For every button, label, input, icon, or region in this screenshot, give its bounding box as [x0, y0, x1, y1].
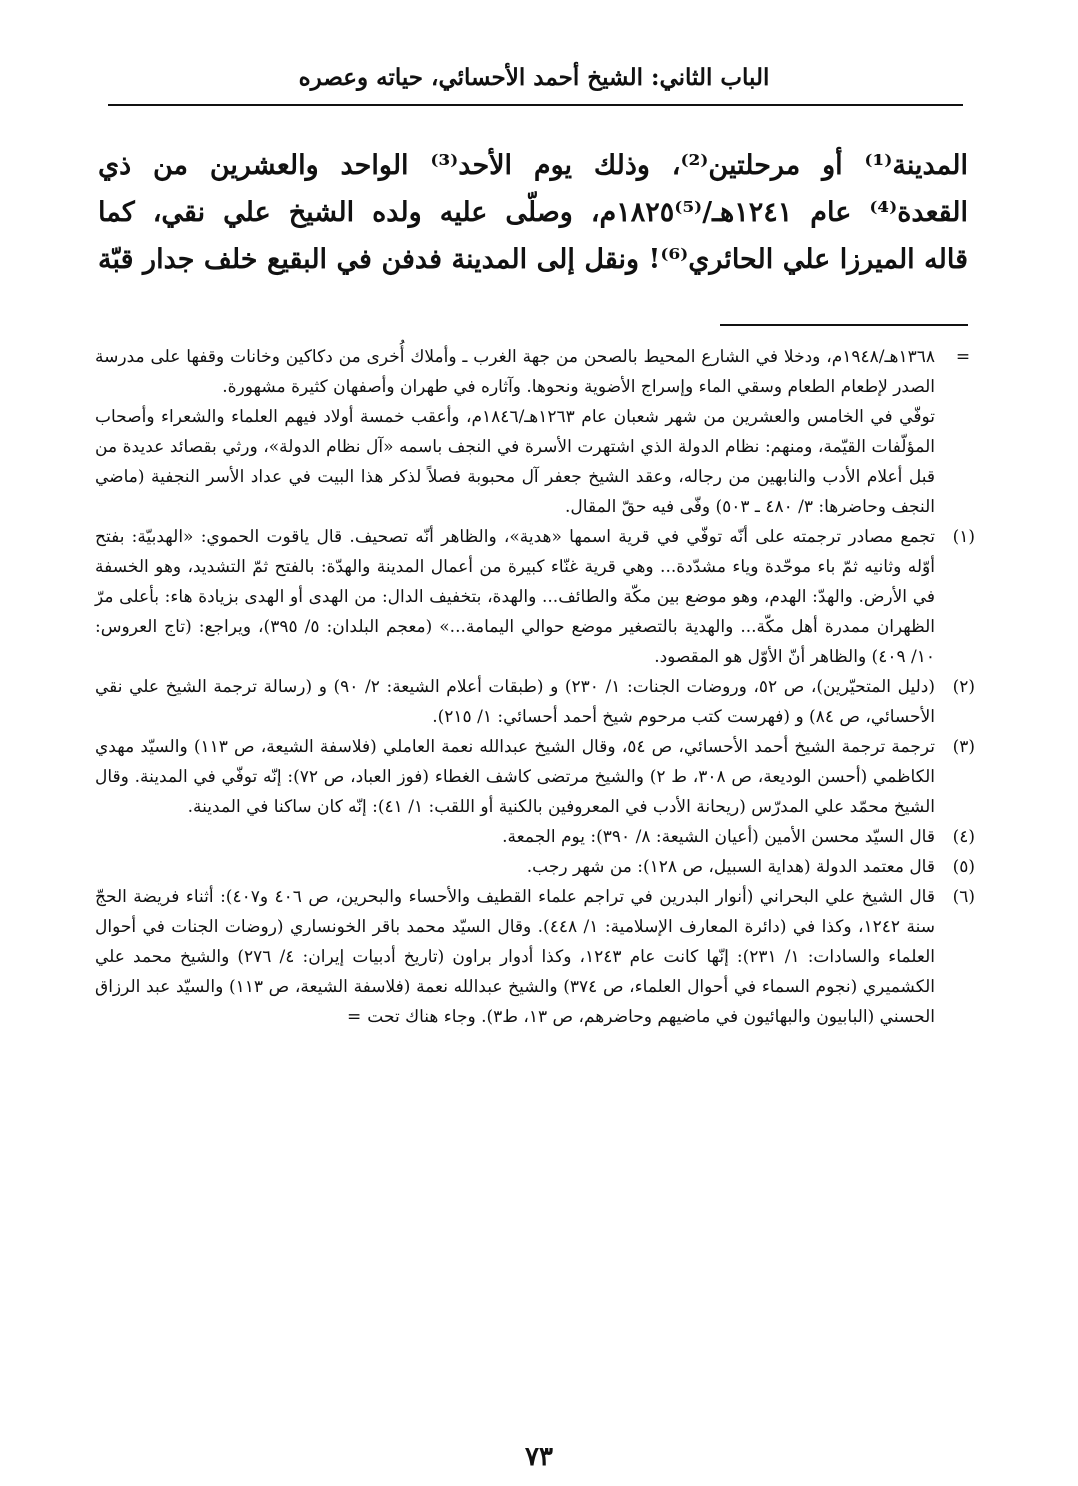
- footnote-text-body: قال الشيخ علي البحراني (أنوار البدرين في تراجم علماء القطيف والأحساء والبحرين، ص ٤٠٦ و٤٠٧): أثناء فريضة الحجّ سنة ١٢٤٢، وكذا في (دائرة المعارف الإسلامية: ١/ ٤٤٨). وقال السيّد محمد باقر الخونساري (روضات الجنات في أحوال العلماء والسادات: ١/ ٢٣١): إنّها كانت عام ١٢٤٣، وكذا أدوار براون (تاريخ أدبيات إيران: ٤/ ٢٧٦) والشيخ محمد علي الكشميري (نجوم السماء في أحوال العلماء، ص ٣٧٤) والشيخ عبدالله نعمة (فلاسفة الشيعة، ص ١١٣) والسيّد عبد الرزاق الحسني (البابيون والبهائيون في ماضيهم وحاضرهم، ص ١٣، ط٣). وجاء هناك تحت: [95, 887, 935, 1027]
- footnote-2: [95, 672, 975, 732]
- continuation-mark: =: [955, 347, 971, 367]
- footnote-continuation: [95, 342, 975, 522]
- footnote-number: (٤): [952, 827, 975, 847]
- footnote-number: (١): [952, 527, 975, 547]
- main-text: [98, 142, 968, 283]
- footnote-text: [95, 882, 935, 1032]
- footnote-continuation-paragraph: توفّي في الخامس والعشرين من شهر شعبان عام ١٢٦٣هـ/١٨٤٦م، وأعقب خمسة أولاد فيهم العلماء والشعراء وأصحاب المؤلّفات القيّمة، ومنهم: نظام الدولة الذي اشتهرت الأسرة في النجف باسمه «آل نظام الدولة»، ورثي بقصائد عديدة من قبل أعلام الأدب والنابهين من رجاله، وعقد الشيخ جعفر آل محبوبة فصلاً لذكر هذا البيت في عداد الأسر النجفية (ماضي النجف وحاضرها: ٣/ ٤٨٠ ـ ٥٠٣) وفّى فيه حقّ المقال.: [95, 407, 935, 517]
- footnote-separator: [720, 324, 968, 326]
- footnote-4: [95, 822, 975, 852]
- header-rule: [108, 104, 963, 106]
- page-number: ٧٣: [525, 1442, 553, 1472]
- footnote-number: (٦): [952, 887, 975, 907]
- footnote-1: [95, 522, 975, 672]
- main-text-line: المدينة⁽¹⁾ أو مرحلتين⁽²⁾، وذلك يوم الأحد⁽³⁾ الواحد والعشرين من ذي: [98, 150, 968, 181]
- continuation-mark: =: [347, 1007, 362, 1027]
- footnote-text: ترجمة ترجمة الشيخ أحمد الأحسائي، ص ٥٤، وقال الشيخ عبدالله نعمة العاملي (فلاسفة الشيعة، ص ١١٣) والسيّد مهدي الكاظمي (أحسن الوديعة، ص ٣٠٨، ط ٢) والشيخ مرتضى كاشف الغطاء (فوز العباد، ص ٧٢): إنّه توفّي في المدينة. وقال الشيخ محمّد علي المدرّس (ريحانة الأدب في المعروفين بالكنية أو اللقب: ١/ ٤١): إنّه كان ساكنا في المدينة.: [95, 737, 935, 817]
- footnote-5: [95, 852, 975, 882]
- footnote-number: (٥): [952, 857, 975, 877]
- footnote-3: [95, 732, 975, 822]
- footnotes: [95, 342, 975, 1032]
- footnote-6: [95, 882, 975, 1032]
- footnote-continuation-paragraph: ١٣٦٨هـ/١٩٤٨م، ودخلا في الشارع المحيط بالصحن من جهة الغرب ـ وأملاك أُخرى من دكاكين وخانات وقفها على مدرسة الصدر لإطعام الطعام وسقي الماء وإسراج الأضوية ونحوها. وآثاره في طهران وأصفهان كثيرة مشهورة.: [95, 347, 935, 397]
- main-text-line: قاله الميرزا علي الحائري⁽⁶⁾! ونقل إلى المدينة فدفن في البقيع خلف جدار قبّة: [98, 244, 968, 275]
- footnote-text: تجمع مصادر ترجمته على أنّه توفّي في قرية اسمها «هدية»، والظاهر أنّه تصحيف. قال ياقوت الحموي: «الهدبيّة: بفتح أوّله وثانيه ثمّ باء موحّدة وياء مشدّدة... وهي قرية غنّاء كبيرة من أعمال المدينة والهدّة: بالفتح ثمّ التشديد، وهو الخسفة في الأرض. والهدّ: الهدم، وهو موضع بين مكّة والطائف... والهدة، بتخفيف الدال: من الهدى أو الهدى بزيادة هاء: بأعلى مرّ الظهران ممدرة أهل مكّة... والهدية بالتصغير موضع حوالي اليمامة...» (معجم البلدان: ٥/ ٣٩٥)، ويراجع: (تاج العروس: ١٠/ ٤٠٩) والظاهر أنّ الأوّل هو المقصود.: [95, 527, 935, 667]
- footnote-text: قال معتمد الدولة (هداية السبيل، ص ١٢٨): من شهر رجب.: [526, 857, 935, 877]
- footnote-number: (٣): [952, 737, 975, 757]
- running-head: الباب الثاني: الشيخ أحمد الأحسائي، حياته وعصره: [298, 64, 770, 91]
- main-text-line: القعدة⁽⁴⁾ عام ١٢٤١هـ/⁽⁵⁾١٨٢٥م، وصلّى عليه ولده الشيخ علي نقي، كما: [98, 197, 968, 228]
- footnote-text: (دليل المتحيّرين)، ص ٥٢، وروضات الجنات: ١/ ٢٣٠) و (طبقات أعلام الشيعة: ٢/ ٩٠) و (رسالة ترجمة الشيخ علي نقي الأحسائي، ص ٨٤) و (فهرست كتب مرحوم شيخ أحمد أحسائي: ١/ ٢١٥).: [95, 677, 935, 727]
- footnote-number: (٢): [952, 677, 975, 697]
- footnote-text: قال السيّد محسن الأمين (أعيان الشيعة: ٨/ ٣٩٠): يوم الجمعة.: [502, 827, 935, 847]
